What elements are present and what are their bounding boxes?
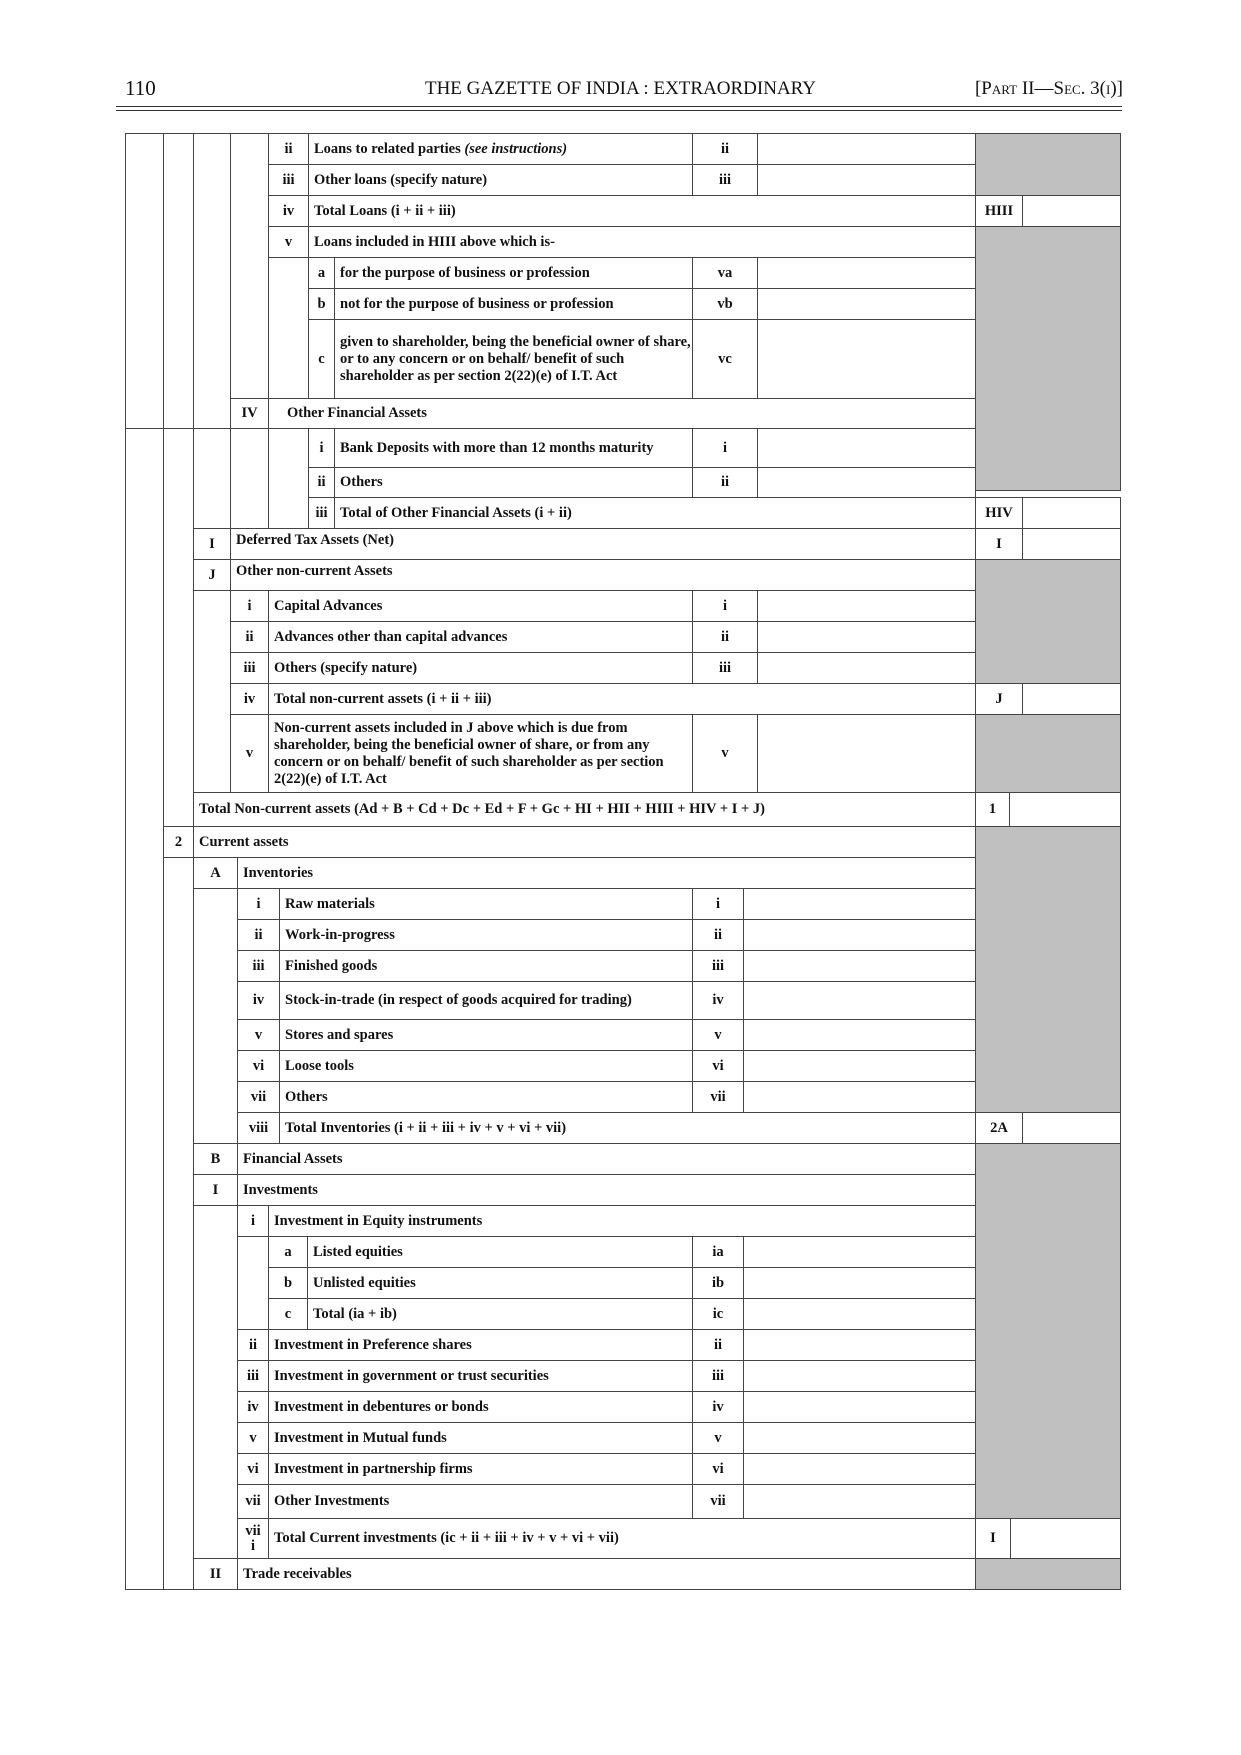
spine-cell bbox=[268, 428, 309, 529]
row-label-cell bbox=[193, 528, 231, 560]
amount-input[interactable] bbox=[757, 714, 976, 793]
row-label-cell bbox=[230, 590, 269, 622]
row-description: Unlisted equities bbox=[313, 1274, 416, 1291]
row-description: Others bbox=[285, 1088, 328, 1105]
row-label: iv bbox=[252, 992, 265, 1008]
field-code: v bbox=[714, 1429, 722, 1446]
row-label: vi bbox=[247, 1460, 259, 1477]
field-code: v bbox=[721, 745, 729, 761]
field-code: vc bbox=[718, 350, 732, 367]
amount-input[interactable] bbox=[743, 888, 976, 920]
amount-input[interactable] bbox=[743, 981, 976, 1020]
row-description: Other Financial Assets bbox=[287, 405, 427, 421]
field-code-cell bbox=[692, 1360, 744, 1392]
row-description: Others (specify nature) bbox=[274, 659, 418, 676]
amount-input[interactable] bbox=[743, 1298, 976, 1330]
row-description: Total of Other Financial Assets (i + ii) bbox=[340, 504, 572, 521]
amount-input[interactable] bbox=[743, 1081, 976, 1113]
row-label: ii bbox=[245, 628, 254, 645]
spine-cell bbox=[125, 428, 164, 1590]
total-amount-input[interactable] bbox=[1022, 1112, 1121, 1144]
row-description: Investment in government or trust securities bbox=[274, 1367, 549, 1384]
spine-cell bbox=[163, 428, 194, 827]
row-label: ii bbox=[248, 1336, 258, 1353]
row-label-cell bbox=[268, 164, 309, 196]
row-label-cell bbox=[230, 714, 269, 793]
row-description: Capital Advances bbox=[274, 597, 383, 614]
shaded-cell bbox=[975, 1143, 1121, 1519]
field-code: 2A bbox=[990, 1119, 1008, 1136]
field-code-cell bbox=[692, 467, 758, 498]
row-description-cell bbox=[334, 288, 693, 320]
row-description: Loose tools bbox=[285, 1057, 354, 1074]
amount-input[interactable] bbox=[743, 1453, 976, 1485]
row-label-cell bbox=[237, 1050, 280, 1082]
row-label: a bbox=[317, 264, 326, 281]
amount-input[interactable] bbox=[743, 1360, 976, 1392]
field-code: ii bbox=[720, 474, 730, 490]
row-label-cell bbox=[193, 1174, 238, 1206]
amount-input[interactable] bbox=[743, 1019, 976, 1051]
row-description-cell bbox=[237, 1174, 976, 1206]
row-label: vii bbox=[245, 1493, 261, 1509]
field-code-cell bbox=[692, 319, 758, 399]
row-description-cell bbox=[307, 1298, 693, 1330]
field-code-cell bbox=[692, 1298, 744, 1330]
row-label-cell bbox=[230, 652, 269, 684]
row-label: b bbox=[283, 1274, 293, 1291]
row-description-cell bbox=[268, 590, 693, 622]
row-label-cell bbox=[237, 1391, 269, 1423]
spine-cell bbox=[193, 888, 238, 1144]
shaded-cell bbox=[975, 714, 1121, 793]
row-description: not for the purpose of business or profession bbox=[340, 295, 614, 312]
row-label-cell bbox=[237, 981, 280, 1020]
row-label-cell bbox=[308, 288, 335, 320]
field-code-cell bbox=[692, 621, 758, 653]
row-label: i bbox=[247, 597, 252, 614]
amount-input[interactable] bbox=[757, 652, 976, 684]
row-label: c bbox=[318, 350, 325, 367]
field-code-cell bbox=[692, 652, 758, 684]
row-description: Stores and spares bbox=[285, 1026, 394, 1043]
field-code-cell bbox=[692, 590, 758, 622]
row-label: B bbox=[210, 1150, 221, 1167]
total-code-cell bbox=[975, 792, 1010, 827]
row-label: IV bbox=[241, 405, 258, 421]
row-label: vii bbox=[250, 1088, 267, 1105]
field-code-cell bbox=[692, 1267, 744, 1299]
row-description-cell bbox=[334, 257, 693, 289]
field-code: iii bbox=[711, 957, 725, 974]
row-description-cell bbox=[268, 652, 693, 684]
field-code-cell bbox=[692, 1019, 744, 1051]
shaded-cell bbox=[975, 559, 1121, 684]
row-label-cell bbox=[237, 1019, 280, 1051]
row-label: iii bbox=[246, 1367, 260, 1384]
row-description-cell bbox=[279, 1081, 693, 1113]
spine-cell bbox=[163, 857, 194, 1590]
row-label-cell bbox=[268, 133, 309, 165]
amount-input[interactable] bbox=[757, 257, 976, 289]
amount-input[interactable] bbox=[757, 621, 976, 653]
row-label: II bbox=[209, 1565, 222, 1582]
part-section: [Part II—Sec. 3(i)] bbox=[974, 78, 1123, 99]
row-description: for the purpose of business or profession bbox=[340, 264, 590, 281]
row-description-cell bbox=[268, 1360, 693, 1392]
row-description-cell bbox=[279, 1112, 976, 1144]
shaded-cell bbox=[975, 826, 1121, 1113]
row-label-cell bbox=[308, 428, 335, 468]
row-description: Investment in Mutual funds bbox=[274, 1429, 447, 1446]
row-description-cell bbox=[237, 857, 976, 889]
row-description-cell bbox=[279, 950, 693, 982]
row-label: iv bbox=[243, 690, 256, 707]
row-description-cell bbox=[308, 133, 693, 165]
field-code: ii bbox=[720, 140, 730, 157]
row-description-cell bbox=[237, 1558, 976, 1590]
row-description-cell bbox=[230, 528, 976, 560]
shaded-cell bbox=[975, 1558, 1121, 1590]
field-code: ia bbox=[712, 1243, 724, 1260]
amount-input[interactable] bbox=[743, 1236, 976, 1268]
row-description-cell bbox=[268, 1518, 976, 1559]
row-description: Others bbox=[340, 474, 383, 490]
row-description-cell bbox=[334, 467, 693, 498]
field-code-cell bbox=[692, 1081, 744, 1113]
row-label-cell bbox=[237, 1453, 269, 1485]
row-label-cell bbox=[268, 1236, 308, 1268]
row-description-cell bbox=[279, 1050, 693, 1082]
row-label-cell bbox=[237, 888, 280, 920]
field-code: vi bbox=[712, 1057, 724, 1074]
row-description-cell bbox=[334, 497, 976, 529]
row-label-cell bbox=[268, 195, 309, 227]
row-label-cell bbox=[163, 826, 194, 858]
field-code: i bbox=[715, 895, 721, 912]
row-label-cell bbox=[230, 621, 269, 653]
field-code: vi bbox=[712, 1460, 724, 1477]
row-description: Work-in-progress bbox=[285, 926, 395, 943]
field-code: HIV bbox=[985, 504, 1013, 521]
field-code-cell bbox=[692, 1484, 744, 1519]
field-code: I bbox=[996, 535, 1002, 552]
row-label: iii bbox=[252, 957, 265, 974]
total-amount-input[interactable] bbox=[1022, 528, 1121, 560]
row-label-cell bbox=[268, 1267, 308, 1299]
field-code-cell bbox=[692, 428, 758, 468]
page-number: 110 bbox=[125, 76, 156, 100]
row-description-cell bbox=[230, 559, 976, 591]
row-description: Inventories bbox=[243, 864, 314, 881]
field-code: i bbox=[722, 597, 728, 614]
amount-input[interactable] bbox=[743, 1391, 976, 1423]
row-label-cell bbox=[237, 950, 280, 982]
field-code-cell bbox=[692, 919, 744, 951]
row-description-cell bbox=[268, 683, 976, 715]
row-label-cell bbox=[237, 1518, 269, 1559]
field-code: va bbox=[717, 264, 733, 281]
field-code: 1 bbox=[988, 801, 997, 817]
amount-input[interactable] bbox=[757, 133, 976, 165]
field-code: vb bbox=[717, 295, 733, 312]
row-description: Total Current investments (ic + ii + iii + iv + v + vi + vii) bbox=[274, 1530, 619, 1546]
row-label: c bbox=[284, 1305, 292, 1322]
row-description: Investments bbox=[243, 1181, 318, 1198]
row-label-cell bbox=[237, 919, 280, 951]
row-label: v bbox=[254, 1026, 263, 1043]
row-description-cell bbox=[307, 1267, 693, 1299]
row-label: i bbox=[319, 439, 324, 456]
total-amount-input[interactable] bbox=[1009, 792, 1121, 827]
field-code-cell bbox=[692, 288, 758, 320]
row-label-cell bbox=[308, 497, 335, 529]
row-label-cell bbox=[193, 857, 238, 889]
row-label: ii bbox=[317, 474, 326, 490]
row-description: Investment in debentures or bonds bbox=[274, 1398, 489, 1415]
amount-input[interactable] bbox=[757, 590, 976, 622]
row-description-cell bbox=[193, 826, 976, 858]
field-code-cell bbox=[692, 1329, 744, 1361]
field-code: HIII bbox=[984, 202, 1014, 219]
row-description-cell bbox=[334, 319, 693, 399]
row-label: iii bbox=[243, 659, 256, 676]
field-code: ib bbox=[711, 1274, 725, 1291]
row-description: Financial Assets bbox=[243, 1150, 343, 1167]
row-description: Total Loans (i + ii + iii) bbox=[314, 202, 456, 219]
gazette-title: THE GAZETTE OF INDIA : EXTRAORDINARY bbox=[424, 78, 817, 99]
field-code: ii bbox=[713, 926, 723, 943]
row-description-cell bbox=[268, 1422, 693, 1454]
row-description: Total (ia + ib) bbox=[313, 1305, 397, 1322]
field-code-cell bbox=[692, 981, 744, 1020]
row-description-cell bbox=[237, 1143, 976, 1175]
row-label-cell bbox=[230, 398, 269, 429]
field-code: iii bbox=[718, 659, 732, 676]
row-label: viii bbox=[248, 1119, 269, 1136]
spine-cell bbox=[193, 1205, 238, 1559]
row-description: Advances other than capital advances bbox=[274, 628, 508, 645]
row-label: v bbox=[284, 233, 293, 250]
row-description-cell bbox=[268, 398, 976, 429]
spine-cell bbox=[230, 428, 269, 529]
field-code: iv bbox=[712, 1398, 724, 1415]
row-description-cell bbox=[308, 226, 976, 258]
row-label-cell bbox=[193, 1558, 238, 1590]
row-label: ii bbox=[284, 140, 293, 157]
spine-cell bbox=[125, 133, 164, 429]
row-label-cell bbox=[230, 683, 269, 715]
row-label-cell bbox=[237, 1205, 269, 1237]
field-code-cell bbox=[692, 133, 758, 165]
row-description-cell bbox=[334, 428, 693, 468]
row-label-cell bbox=[308, 319, 335, 399]
row-description-cell bbox=[279, 981, 693, 1020]
total-amount-input[interactable] bbox=[1010, 1518, 1121, 1559]
row-description-cell bbox=[268, 621, 693, 653]
field-code: ii bbox=[720, 628, 730, 645]
row-label: i bbox=[250, 1212, 256, 1229]
total-amount-input[interactable] bbox=[1022, 195, 1121, 227]
amount-input[interactable] bbox=[743, 1484, 976, 1519]
row-description: Non-current assets included in J above which is due from shareholder, being the beneficial owner of share, or from any concern or on behalf/ benefit of such shareholder as per section 2(22)(e) of I.T. Act bbox=[274, 719, 664, 787]
row-label-cell bbox=[237, 1422, 269, 1454]
row-label-cell bbox=[237, 1081, 280, 1113]
row-description: Trade receivables bbox=[243, 1565, 352, 1582]
row-label: A bbox=[210, 864, 221, 881]
row-description: Total Inventories (i + ii + iii + iv + v + vi + vii) bbox=[285, 1119, 567, 1136]
amount-input[interactable] bbox=[757, 467, 976, 498]
row-description: Other non-current Assets bbox=[236, 563, 393, 579]
row-description: Other loans (specify nature) bbox=[314, 171, 488, 188]
row-description-cell bbox=[307, 1236, 693, 1268]
row-label: vi bbox=[252, 1057, 265, 1074]
row-description: Investment in Preference shares bbox=[274, 1336, 472, 1353]
row-description-cell bbox=[193, 792, 976, 827]
total-code-cell bbox=[975, 1112, 1023, 1144]
row-description: Finished goods bbox=[285, 957, 378, 974]
row-label-cell bbox=[237, 1112, 280, 1144]
total-code-cell bbox=[975, 497, 1023, 529]
amount-input[interactable] bbox=[743, 919, 976, 951]
row-description: Total non-current assets (i + ii + iii) bbox=[274, 690, 492, 707]
spine-cell bbox=[237, 1236, 269, 1330]
row-description: Other Investments bbox=[274, 1493, 390, 1509]
amount-input[interactable] bbox=[757, 319, 976, 399]
row-label: J bbox=[208, 566, 216, 583]
field-code-cell bbox=[692, 164, 758, 196]
field-code: vii bbox=[710, 1088, 726, 1105]
row-label: I bbox=[209, 535, 215, 552]
row-label: iv bbox=[247, 1398, 259, 1415]
shaded-cell bbox=[975, 133, 1121, 196]
row-description-cell bbox=[268, 1484, 693, 1519]
shaded-cell bbox=[975, 226, 1121, 491]
instruction-note: (see instructions) bbox=[464, 140, 568, 157]
field-code-cell bbox=[692, 1422, 744, 1454]
row-label: a bbox=[284, 1243, 292, 1260]
field-code: ic bbox=[712, 1305, 724, 1322]
field-code-cell bbox=[692, 950, 744, 982]
row-description: Listed equities bbox=[313, 1243, 403, 1260]
field-code-cell bbox=[692, 1453, 744, 1485]
amount-input[interactable] bbox=[757, 428, 976, 468]
field-code: J bbox=[995, 690, 1003, 707]
field-code-cell bbox=[692, 1236, 744, 1268]
row-description-cell bbox=[308, 164, 693, 196]
field-code-cell bbox=[692, 1391, 744, 1423]
amount-input[interactable] bbox=[757, 288, 976, 320]
row-description: Investment in Equity instruments bbox=[274, 1212, 483, 1229]
spine-cell bbox=[193, 133, 231, 429]
row-label-cell bbox=[268, 1298, 308, 1330]
total-amount-input[interactable] bbox=[1022, 497, 1121, 529]
total-code-cell bbox=[975, 1518, 1011, 1559]
row-description: Raw materials bbox=[285, 895, 375, 912]
amount-input[interactable] bbox=[757, 164, 976, 196]
row-label: 2 bbox=[174, 833, 183, 850]
field-code: iii bbox=[718, 171, 732, 188]
field-code: vii bbox=[710, 1493, 726, 1509]
row-label: vii i bbox=[245, 1522, 261, 1554]
row-label-cell bbox=[193, 1143, 238, 1175]
field-code-cell bbox=[692, 257, 758, 289]
row-label: iii bbox=[282, 171, 295, 188]
row-label-cell bbox=[268, 226, 309, 258]
row-description-cell bbox=[268, 1453, 693, 1485]
row-label-cell bbox=[193, 559, 231, 591]
row-description: Bank Deposits with more than 12 months maturity bbox=[340, 439, 654, 456]
row-description: Loans included in HIII above which is- bbox=[314, 233, 555, 250]
row-label: iii bbox=[315, 504, 328, 521]
row-description: Total Non-current assets (Ad + B + Cd + Dc + Ed + F + Gc + HI + HII + HIII + HIV + I + J) bbox=[199, 801, 766, 817]
field-code: i bbox=[722, 439, 728, 456]
spine-cell bbox=[193, 428, 231, 529]
spine-cell bbox=[163, 133, 194, 429]
field-code: iv bbox=[712, 992, 724, 1008]
field-code: I bbox=[990, 1530, 996, 1546]
field-code: v bbox=[714, 1026, 722, 1043]
total-code-cell bbox=[975, 528, 1023, 560]
row-label-cell bbox=[237, 1360, 269, 1392]
row-description-cell bbox=[308, 195, 976, 227]
spine-cell bbox=[193, 590, 231, 793]
row-description: Stock-in-trade (in respect of goods acquired for trading) bbox=[285, 992, 632, 1008]
row-label: v bbox=[245, 745, 254, 761]
spine-cell bbox=[268, 257, 309, 399]
row-label: I bbox=[212, 1181, 219, 1198]
amount-input[interactable] bbox=[743, 1422, 976, 1454]
field-code-cell bbox=[692, 714, 758, 793]
field-code-cell bbox=[692, 1050, 744, 1082]
row-description-cell bbox=[279, 919, 693, 951]
row-description-cell bbox=[279, 1019, 693, 1051]
row-description: given to shareholder, being the beneficial owner of share, or to any concern or on behalf/ benefit of such shareholder as per section 2(22)(e) of I.T. Act bbox=[340, 333, 691, 384]
row-label-cell bbox=[308, 257, 335, 289]
field-code: iii bbox=[711, 1367, 725, 1384]
row-description: Investment in partnership firms bbox=[274, 1460, 473, 1477]
amount-input[interactable] bbox=[743, 950, 976, 982]
total-code-cell bbox=[975, 683, 1023, 715]
spine-cell bbox=[230, 133, 269, 399]
row-description: Loans to related parties bbox=[314, 140, 465, 157]
row-description-cell bbox=[268, 714, 693, 793]
amount-input[interactable] bbox=[743, 1267, 976, 1299]
amount-input[interactable] bbox=[743, 1329, 976, 1361]
field-code: ii bbox=[713, 1336, 723, 1353]
row-description-cell bbox=[268, 1329, 693, 1361]
row-label-cell bbox=[308, 467, 335, 498]
row-description: Current assets bbox=[199, 833, 289, 850]
row-label: v bbox=[249, 1429, 257, 1446]
row-description-cell bbox=[279, 888, 693, 920]
row-description-cell bbox=[268, 1391, 693, 1423]
row-description: Deferred Tax Assets (Net) bbox=[236, 532, 394, 548]
row-label: iv bbox=[282, 202, 295, 219]
row-label-cell bbox=[237, 1329, 269, 1361]
row-label-cell bbox=[237, 1484, 269, 1519]
total-amount-input[interactable] bbox=[1022, 683, 1121, 715]
row-label: ii bbox=[254, 926, 263, 943]
amount-input[interactable] bbox=[743, 1050, 976, 1082]
row-label: b bbox=[317, 295, 326, 312]
field-code-cell bbox=[692, 888, 744, 920]
row-label: i bbox=[256, 895, 261, 912]
row-description-cell bbox=[268, 1205, 976, 1237]
total-code-cell bbox=[975, 195, 1023, 227]
